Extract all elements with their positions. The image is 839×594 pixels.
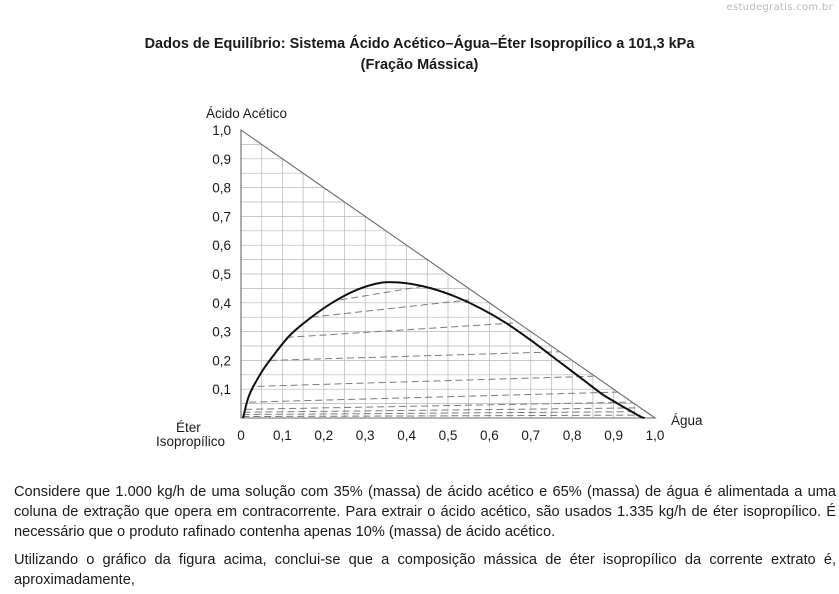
watermark: estudegratis.com.br	[726, 2, 833, 13]
y-tick-label: 0,2	[212, 353, 231, 369]
x-tick-label: 0,7	[521, 428, 541, 443]
x-tick-label: 0	[237, 428, 245, 443]
tie-line	[270, 352, 560, 361]
y-tick-label: 0,3	[212, 324, 231, 340]
y-tick-label: 0,7	[212, 209, 231, 225]
tie-line	[242, 415, 640, 416]
tie-line	[287, 323, 515, 337]
y-tick-label: 0,8	[212, 180, 231, 196]
y-tick-labels	[212, 123, 231, 397]
x-tick-label: 0,1	[273, 428, 292, 443]
x-tick-label: 0,4	[397, 428, 416, 443]
tie-line	[340, 286, 427, 300]
y-axis-label: Ácido Acético	[206, 106, 288, 121]
origin-label-line1: Éter	[176, 420, 201, 435]
y-tick-label: 0,4	[212, 295, 231, 311]
y-tick-label: 1,0	[212, 123, 231, 138]
x-tick-label: 0,2	[314, 428, 334, 443]
tie-lines	[242, 286, 640, 417]
y-tick-label: 0,6	[212, 238, 231, 254]
tie-line	[249, 392, 617, 402]
x-tick-label: 0,6	[480, 428, 499, 443]
x-tick-label: 1,0	[645, 428, 665, 443]
question-paragraph-1: Considere que 1.000 kg/h de uma solução com 35% (massa) de ácido acético e 65% (massa) de água é alimentada a uma coluna de extração que opera em contracorrente. Para extrair o ácido acético, são usados 1.335 kg/h de éter isopropílico. É necessário que o produto rafinado contenha apenas 10% (massa) de ácido acético.	[14, 484, 836, 540]
x-tick-label: 0,3	[355, 428, 375, 443]
tie-line	[258, 376, 593, 386]
x-tick-label: 0,8	[562, 428, 582, 443]
chart-title: Dados de Equilíbrio: Sistema Ácido Acético–Água–Éter Isopropílico a 101,3 kPa	[144, 36, 695, 52]
origin-label-line2: Isopropílico	[156, 434, 226, 449]
x-tick-label: 0,5	[438, 428, 458, 443]
y-tick-label: 0,1	[212, 382, 231, 398]
x-axis-label: Água	[671, 413, 703, 428]
y-tick-label: 0,5	[212, 267, 231, 282]
x-tick-labels	[237, 428, 664, 443]
chart-subtitle: (Fração Mássica)	[360, 57, 479, 73]
question-paragraph-2: Utilizando o gráfico da figura acima, conclui-se que a composição mássica de éter isopropílico da corrente extrato é, aproximadamente,	[14, 552, 836, 588]
x-tick-label: 0,9	[604, 428, 623, 443]
grid	[241, 144, 634, 418]
y-tick-label: 0,9	[212, 151, 231, 167]
